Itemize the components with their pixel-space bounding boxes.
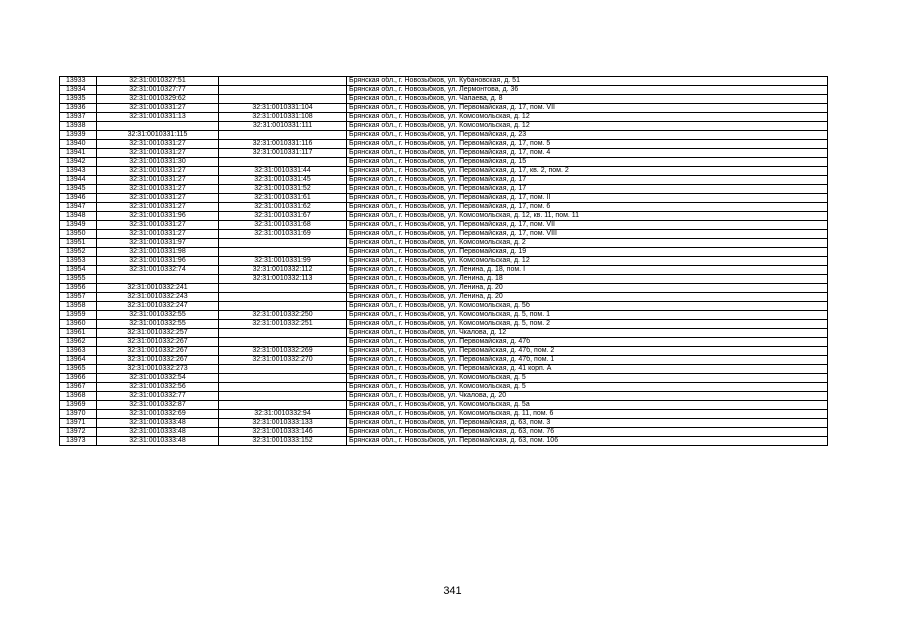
cadastral-number-cell: 32:31:0010331:27 [97,221,219,230]
table-row [60,212,828,221]
record-number-cell: 13942 [60,158,97,167]
record-number-cell: 13968 [60,392,97,401]
object-cadastral-number-cell [219,383,347,392]
record-number-cell: 13949 [60,221,97,230]
cadastral-number-cell: 32:31:0010331:27 [97,176,219,185]
object-cadastral-number-cell: 32:31:0010331:111 [219,122,347,131]
cadastral-number-cell [97,275,219,284]
object-cadastral-number-cell [219,392,347,401]
record-number-cell: 13947 [60,203,97,212]
cadastral-number-cell: 32:31:0010332:257 [97,329,219,338]
object-cadastral-number-cell: 32:31:0010332:94 [219,410,347,419]
address-cell: Брянская обл., г. Новозыбков, ул. Первомайская, д. 15 [347,158,828,167]
table-row [60,221,828,230]
object-cadastral-number-cell [219,293,347,302]
cadastral-number-cell: 32:31:0010331:27 [97,149,219,158]
page-number: 341 [443,585,462,597]
table-row [60,293,828,302]
address-cell: Брянская обл., г. Новозыбков, ул. Ленина, д. 18 [347,275,828,284]
object-cadastral-number-cell [219,338,347,347]
address-cell: Брянская обл., г. Новозыбков, ул. Комсомольская, д. 5 [347,383,828,392]
cadastral-number-cell: 32:31:0010332:241 [97,284,219,293]
object-cadastral-number-cell [219,365,347,374]
record-number-cell: 13959 [60,311,97,320]
object-cadastral-number-cell: 32:31:0010333:146 [219,428,347,437]
table-row [60,185,828,194]
address-cell: Брянская обл., г. Новозыбков, ул. Комсомольская, д. 5, пом. 1 [347,311,828,320]
table-row [60,122,828,131]
cadastral-number-cell: 32:31:0010332:267 [97,338,219,347]
cadastral-number-cell: 32:31:0010333:48 [97,428,219,437]
object-cadastral-number-cell: 32:31:0010331:62 [219,203,347,212]
record-number-cell: 13969 [60,401,97,410]
record-number-cell: 13966 [60,374,97,383]
address-cell: Брянская обл., г. Новозыбков, ул. Чкалова, д. 12 [347,329,828,338]
object-cadastral-number-cell [219,95,347,104]
record-number-cell: 13935 [60,95,97,104]
object-cadastral-number-cell [219,248,347,257]
address-cell: Брянская обл., г. Новозыбков, ул. Первомайская, д. 17, пом. 6 [347,203,828,212]
table-row [60,176,828,185]
cadastral-number-cell: 32:31:0010331:96 [97,257,219,266]
address-cell: Брянская обл., г. Новозыбков, ул. Первомайская, д. 17, пом. 4 [347,149,828,158]
record-number-cell: 13964 [60,356,97,365]
object-cadastral-number-cell: 32:31:0010332:270 [219,356,347,365]
record-number-cell: 13963 [60,347,97,356]
table-row [60,275,828,284]
cadastral-number-cell: 32:31:0010332:74 [97,266,219,275]
address-cell: Брянская обл., г. Новозыбков, ул. Чкалова, д. 20 [347,392,828,401]
record-number-cell: 13958 [60,302,97,311]
table-row [60,140,828,149]
table-row [60,356,828,365]
record-number-cell: 13948 [60,212,97,221]
record-number-cell: 13933 [60,77,97,86]
table-row [60,248,828,257]
address-cell: Брянская обл., г. Новозыбков, ул. Первомайская, д. 47б, пом. 2 [347,347,828,356]
table-row [60,131,828,140]
record-number-cell: 13962 [60,338,97,347]
table-row [60,383,828,392]
table-row [60,86,828,95]
record-number-cell: 13954 [60,266,97,275]
table-row [60,311,828,320]
table-row [60,104,828,113]
address-cell: Брянская обл., г. Новозыбков, ул. Первомайская, д. 17, пом. VII [347,221,828,230]
table-row [60,149,828,158]
table-row [60,203,828,212]
table-row [60,113,828,122]
table-row [60,158,828,167]
cadastral-number-cell: 32:31:0010331:27 [97,230,219,239]
table-row [60,266,828,275]
address-cell: Брянская обл., г. Новозыбков, ул. Комсомольская, д. 5а [347,401,828,410]
object-cadastral-number-cell: 32:31:0010333:152 [219,437,347,446]
cadastral-number-cell: 32:31:0010333:48 [97,419,219,428]
object-cadastral-number-cell: 32:31:0010331:108 [219,113,347,122]
cadastral-number-cell [97,122,219,131]
record-number-cell: 13953 [60,257,97,266]
table-row [60,77,828,86]
cadastral-number-cell: 32:31:0010332:69 [97,410,219,419]
table-row [60,257,828,266]
address-cell: Брянская обл., г. Новозыбков, ул. Первомайская, д. 63, пом. 3 [347,419,828,428]
address-cell: Брянская обл., г. Новозыбков, ул. Комсомольская, д. 5 [347,374,828,383]
object-cadastral-number-cell: 32:31:0010333:133 [219,419,347,428]
address-cell: Брянская обл., г. Новозыбков, ул. Первомайская, д. 17, пом. VIII [347,230,828,239]
address-cell: Брянская обл., г. Новозыбков, ул. Первомайская, д. 47б, пом. 1 [347,356,828,365]
table-row [60,167,828,176]
address-cell: Брянская обл., г. Новозыбков, ул. Комсомольская, д. 5б [347,302,828,311]
address-cell: Брянская обл., г. Новозыбков, ул. Чапаева, д. 8 [347,95,828,104]
cadastral-number-cell: 32:31:0010327:77 [97,86,219,95]
cadastral-number-cell: 32:31:0010327:51 [97,77,219,86]
address-cell: Брянская обл., г. Новозыбков, ул. Комсомольская, д. 12 [347,113,828,122]
cadastral-number-cell: 32:31:0010332:273 [97,365,219,374]
cadastral-number-cell: 32:31:0010331:27 [97,194,219,203]
object-cadastral-number-cell [219,284,347,293]
address-cell: Брянская обл., г. Новозыбков, ул. Комсомольская, д. 12 [347,122,828,131]
address-cell: Брянская обл., г. Новозыбков, ул. Первомайская, д. 47б [347,338,828,347]
record-number-cell: 13952 [60,248,97,257]
record-number-cell: 13936 [60,104,97,113]
record-number-cell: 13941 [60,149,97,158]
address-cell: Брянская обл., г. Новозыбков, ул. Первомайская, д. 17, кв. 2, пом. 2 [347,167,828,176]
object-cadastral-number-cell [219,401,347,410]
object-cadastral-number-cell: 32:31:0010332:113 [219,275,347,284]
object-cadastral-number-cell [219,158,347,167]
record-number-cell: 13939 [60,131,97,140]
record-number-cell: 13946 [60,194,97,203]
table-row [60,284,828,293]
object-cadastral-number-cell [219,374,347,383]
address-cell: Брянская обл., г. Новозыбков, ул. Первомайская, д. 63, пом. 106 [347,437,828,446]
cadastral-number-cell: 32:31:0010332:55 [97,320,219,329]
object-cadastral-number-cell: 32:31:0010331:68 [219,221,347,230]
record-number-cell: 13971 [60,419,97,428]
object-cadastral-number-cell: 32:31:0010331:52 [219,185,347,194]
cadastral-number-cell: 32:31:0010332:55 [97,311,219,320]
cadastral-number-cell: 32:31:0010331:13 [97,113,219,122]
record-number-cell: 13960 [60,320,97,329]
object-cadastral-number-cell: 32:31:0010332:269 [219,347,347,356]
object-cadastral-number-cell: 32:31:0010332:250 [219,311,347,320]
cadastral-number-cell: 32:31:0010332:267 [97,356,219,365]
table-row [60,347,828,356]
cadastral-number-cell: 32:31:0010332:54 [97,374,219,383]
object-cadastral-number-cell [219,131,347,140]
cadastral-number-cell: 32:31:0010332:77 [97,392,219,401]
cadastral-number-cell: 32:31:0010331:27 [97,203,219,212]
table-row [60,320,828,329]
record-number-cell: 13955 [60,275,97,284]
address-cell: Брянская обл., г. Новозыбков, ул. Комсомольская, д. 12 [347,257,828,266]
object-cadastral-number-cell: 32:31:0010331:45 [219,176,347,185]
object-cadastral-number-cell: 32:31:0010331:61 [219,194,347,203]
table-row [60,194,828,203]
record-number-cell: 13943 [60,167,97,176]
record-number-cell: 13956 [60,284,97,293]
address-cell: Брянская обл., г. Новозыбков, ул. Первомайская, д. 17, пом. II [347,194,828,203]
cadastral-number-cell: 32:31:0010331:27 [97,167,219,176]
table-row [60,401,828,410]
address-cell: Брянская обл., г. Новозыбков, ул. Первомайская, д. 41 корп. А [347,365,828,374]
address-cell: Брянская обл., г. Новозыбков, ул. Первомайская, д. 23 [347,131,828,140]
record-number-cell: 13950 [60,230,97,239]
table-row [60,365,828,374]
object-cadastral-number-cell: 32:31:0010331:116 [219,140,347,149]
record-number-cell: 13937 [60,113,97,122]
table-row [60,329,828,338]
address-cell: Брянская обл., г. Новозыбков, ул. Первомайская, д. 17, пом. 5 [347,140,828,149]
cadastral-number-cell: 32:31:0010332:267 [97,347,219,356]
address-cell: Брянская обл., г. Новозыбков, ул. Кубановская, д. 51 [347,77,828,86]
cadastral-number-cell: 32:31:0010331:27 [97,104,219,113]
table-row [60,95,828,104]
cadastral-number-cell: 32:31:0010332:247 [97,302,219,311]
address-cell: Брянская обл., г. Новозыбков, ул. Первомайская, д. 17 [347,176,828,185]
record-number-cell: 13967 [60,383,97,392]
object-cadastral-number-cell: 32:31:0010331:67 [219,212,347,221]
record-number-cell: 13965 [60,365,97,374]
record-number-cell: 13970 [60,410,97,419]
table-row [60,419,828,428]
object-cadastral-number-cell: 32:31:0010331:117 [219,149,347,158]
object-cadastral-number-cell [219,77,347,86]
record-number-cell: 13945 [60,185,97,194]
table-row [60,239,828,248]
object-cadastral-number-cell: 32:31:0010331:69 [219,230,347,239]
object-cadastral-number-cell: 32:31:0010331:44 [219,167,347,176]
table-row [60,374,828,383]
object-cadastral-number-cell: 32:31:0010331:104 [219,104,347,113]
address-cell: Брянская обл., г. Новозыбков, ул. Комсомольская, д. 11, пом. 6 [347,410,828,419]
cadastral-number-cell: 32:31:0010331:30 [97,158,219,167]
record-number-cell: 13938 [60,122,97,131]
cadastral-number-cell: 32:31:0010331:96 [97,212,219,221]
address-cell: Брянская обл., г. Новозыбков, ул. Ленина, д. 18, пом. I [347,266,828,275]
cadastral-number-cell: 32:31:0010331:115 [97,131,219,140]
object-cadastral-number-cell: 32:31:0010332:251 [219,320,347,329]
address-cell: Брянская обл., г. Новозыбков, ул. Комсомольская, д. 2 [347,239,828,248]
table-row [60,230,828,239]
cadastral-number-cell: 32:31:0010332:56 [97,383,219,392]
cadastral-number-cell: 32:31:0010332:243 [97,293,219,302]
cadastral-number-cell: 32:31:0010331:97 [97,239,219,248]
object-cadastral-number-cell [219,329,347,338]
record-number-cell: 13961 [60,329,97,338]
cadastral-number-cell: 32:31:0010331:27 [97,140,219,149]
address-cell: Брянская обл., г. Новозыбков, ул. Первомайская, д. 19 [347,248,828,257]
cadastral-number-cell: 32:31:0010331:27 [97,185,219,194]
record-number-cell: 13944 [60,176,97,185]
record-number-cell: 13951 [60,239,97,248]
object-cadastral-number-cell: 32:31:0010332:112 [219,266,347,275]
cadastral-number-cell: 32:31:0010331:98 [97,248,219,257]
address-cell: Брянская обл., г. Новозыбков, ул. Первомайская, д. 63, пом. 76 [347,428,828,437]
table-row [60,410,828,419]
object-cadastral-number-cell [219,302,347,311]
cadastral-number-cell: 32:31:0010333:48 [97,437,219,446]
record-number-cell: 13957 [60,293,97,302]
table-row [60,437,828,446]
cadastral-number-cell: 32:31:0010329:62 [97,95,219,104]
table-row [60,302,828,311]
cadastral-number-cell: 32:31:0010332:87 [97,401,219,410]
address-cell: Брянская обл., г. Новозыбков, ул. Комсомольская, д. 12, кв. 11, пом. 11 [347,212,828,221]
table-row [60,428,828,437]
records-table [59,76,828,446]
table-row [60,338,828,347]
address-cell: Брянская обл., г. Новозыбков, ул. Первомайская, д. 17, пом. VII [347,104,828,113]
record-number-cell: 13972 [60,428,97,437]
object-cadastral-number-cell: 32:31:0010331:99 [219,257,347,266]
object-cadastral-number-cell [219,86,347,95]
address-cell: Брянская обл., г. Новозыбков, ул. Лермонтова, д. 36 [347,86,828,95]
record-number-cell: 13934 [60,86,97,95]
table-body [60,77,828,446]
address-cell: Брянская обл., г. Новозыбков, ул. Ленина, д. 20 [347,293,828,302]
object-cadastral-number-cell [219,239,347,248]
address-cell: Брянская обл., г. Новозыбков, ул. Ленина, д. 20 [347,284,828,293]
address-cell: Брянская обл., г. Новозыбков, ул. Комсомольская, д. 5, пом. 2 [347,320,828,329]
record-number-cell: 13973 [60,437,97,446]
address-cell: Брянская обл., г. Новозыбков, ул. Первомайская, д. 17 [347,185,828,194]
record-number-cell: 13940 [60,140,97,149]
table-row [60,392,828,401]
